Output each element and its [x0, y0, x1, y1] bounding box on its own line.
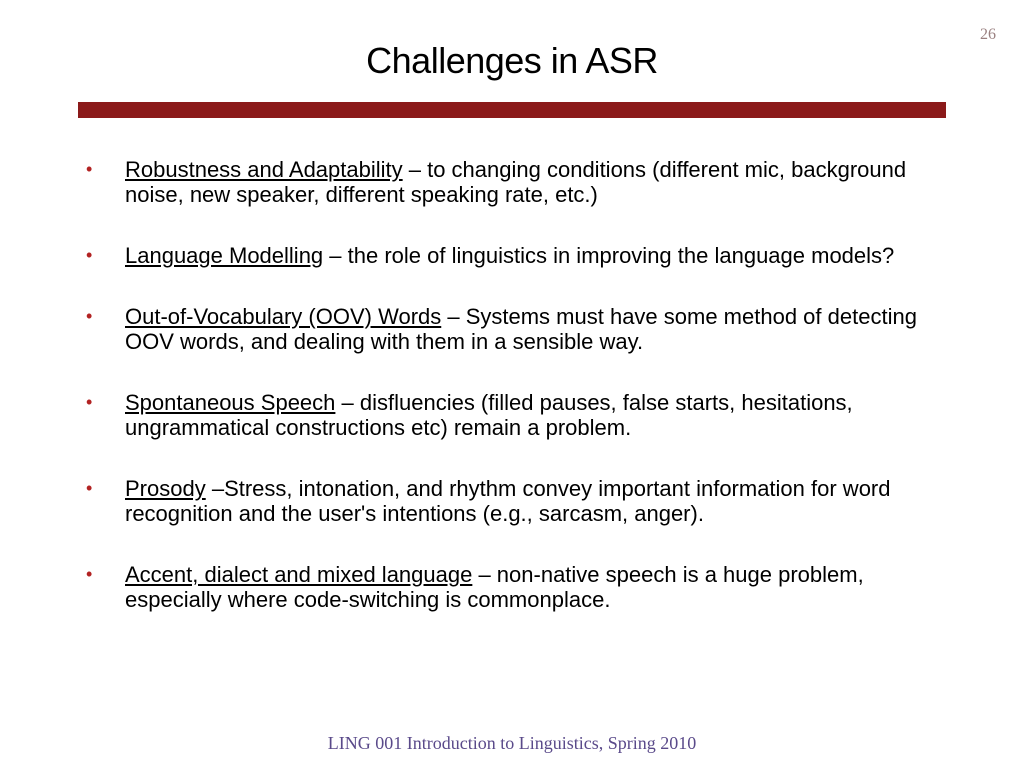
- bullet-icon: •: [86, 564, 93, 584]
- page-number: 26: [980, 26, 996, 43]
- bullet-description: – the role of linguistics in improving the language models?: [323, 243, 895, 268]
- bullet-item: [0, 157, 945, 207]
- title-divider: [78, 102, 946, 118]
- bullet-description: – Systems must have some method of detecting OOV words, and dealing with them in a sensible way.: [125, 304, 917, 354]
- bullet-term: Spontaneous Speech: [125, 390, 336, 415]
- bullet-item: [0, 562, 945, 612]
- bullet-icon: •: [86, 478, 93, 498]
- bullet-description: – non-native speech is a huge problem, especially where code-switching is commonplace.: [125, 562, 864, 612]
- bullet-icon: •: [86, 159, 93, 179]
- bullet-description: – disfluencies (filled pauses, false starts, hesitations, ungrammatical constructions etc) remain a problem.: [125, 390, 853, 440]
- bullet-term: Prosody: [125, 476, 206, 501]
- bullet-term: Accent, dialect and mixed language: [125, 562, 473, 587]
- bullet-item: [0, 304, 945, 354]
- bullet-term: Robustness and Adaptability: [125, 157, 403, 182]
- bullet-item: [0, 390, 945, 440]
- bullet-description: –Stress, intonation, and rhythm convey important information for word recognition and the user's intentions (e.g., sarcasm, anger).: [125, 476, 891, 526]
- bullet-list: [0, 157, 1024, 648]
- bullet-icon: •: [86, 306, 93, 326]
- bullet-icon: •: [86, 392, 93, 412]
- bullet-item: [0, 476, 945, 526]
- bullet-term: Out-of-Vocabulary (OOV) Words: [125, 304, 442, 329]
- bullet-icon: •: [86, 245, 93, 265]
- slide-title: Challenges in ASR: [366, 40, 658, 81]
- bullet-item: [0, 243, 945, 268]
- footer: LING 001 Introduction to Linguistics, Spring 2010: [327, 733, 697, 753]
- bullet-term: Language Modelling: [125, 243, 324, 268]
- bullet-description: – to changing conditions (different mic, background noise, new speaker, different speaking rate, etc.): [125, 157, 907, 207]
